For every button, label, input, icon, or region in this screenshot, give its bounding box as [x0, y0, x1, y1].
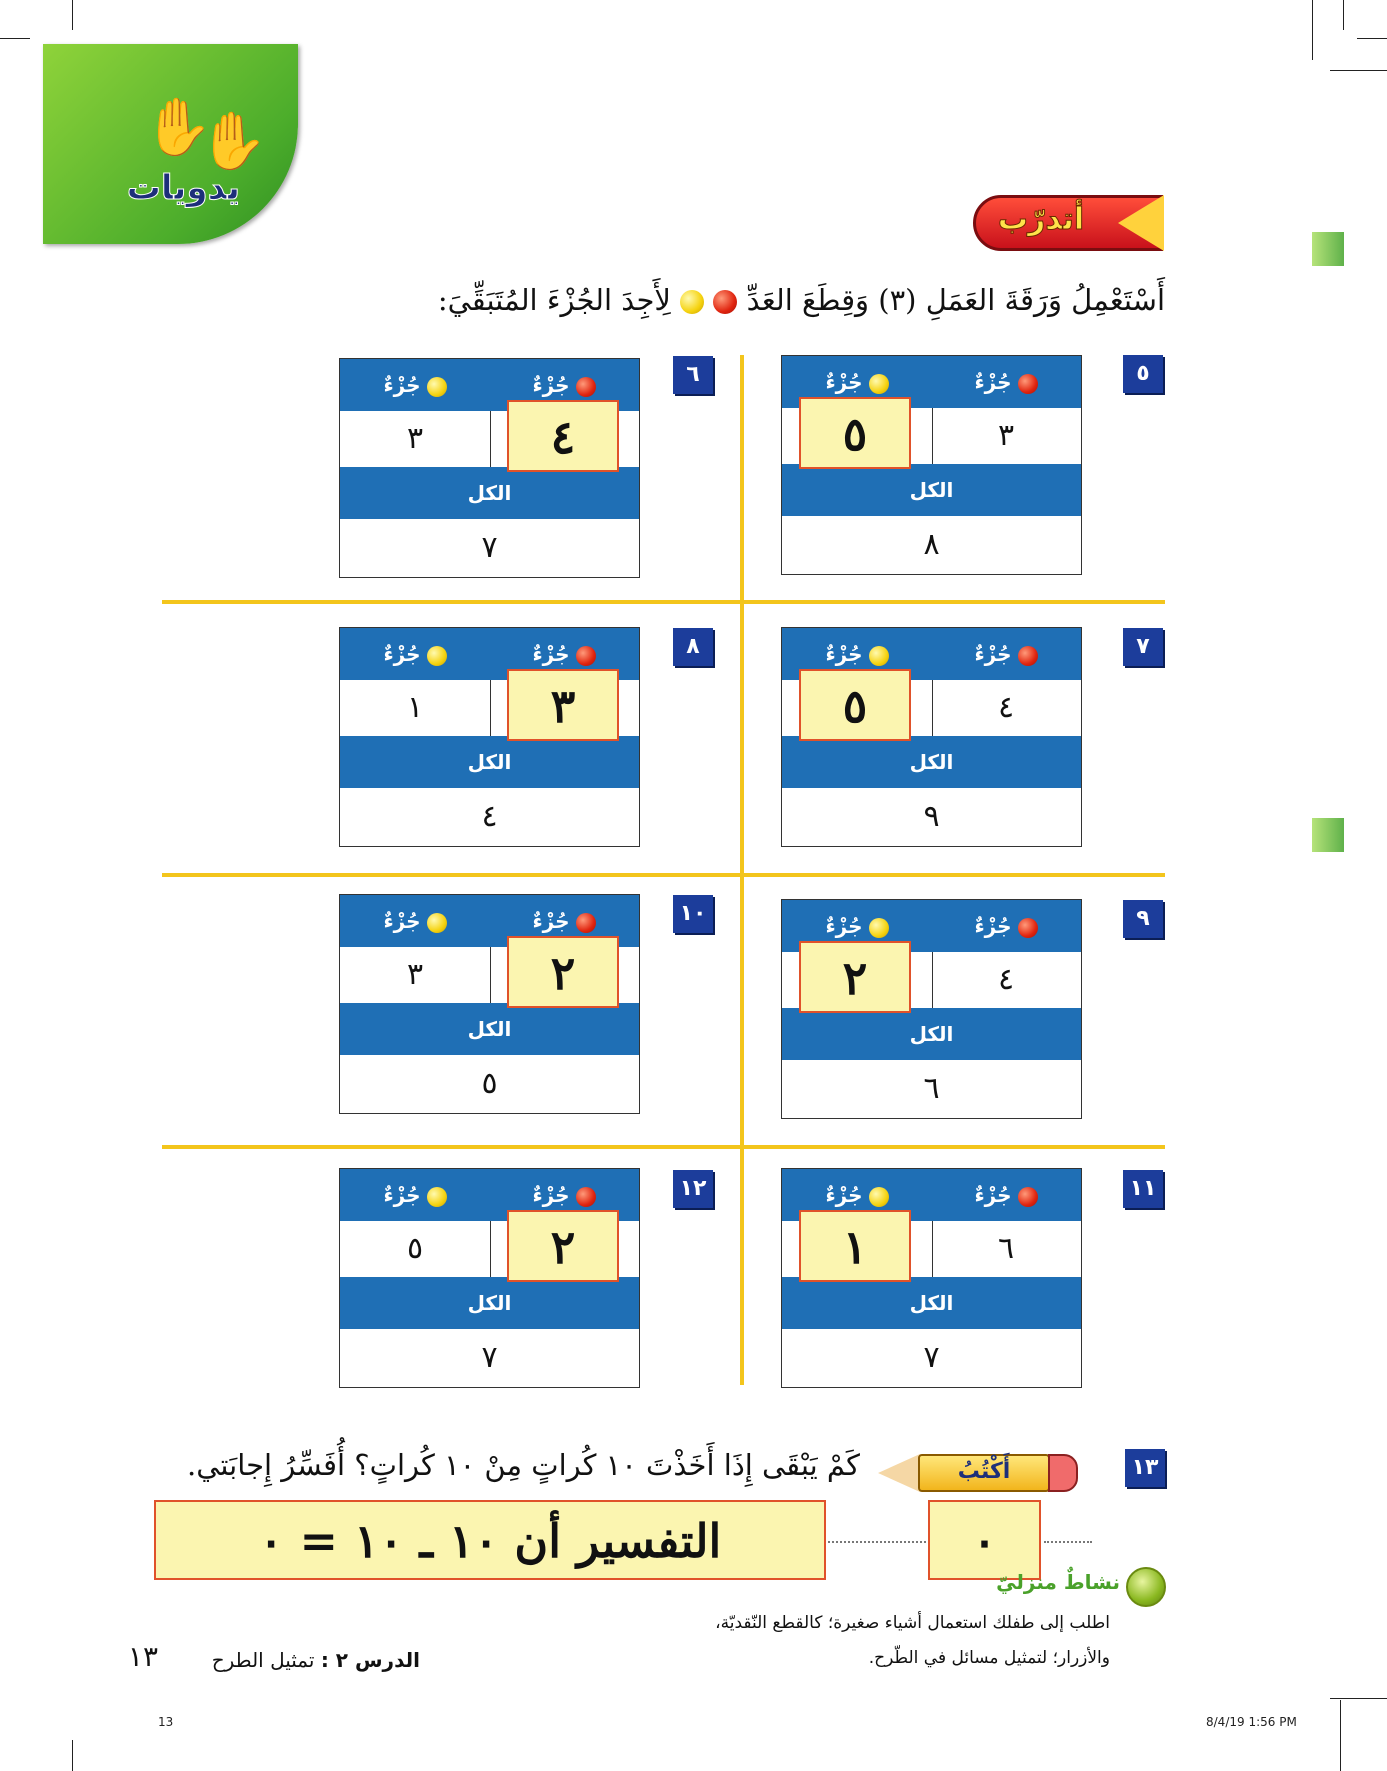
explanation-text: التفسير أن ١٠ ـ ١٠ = ٠ — [258, 1514, 722, 1568]
problem-number: ٦ — [673, 356, 713, 394]
red-counter-icon — [1018, 374, 1038, 394]
red-part-header — [931, 356, 1081, 408]
problem-card — [781, 899, 1082, 1119]
red-counter-icon — [713, 290, 737, 314]
problem-card — [339, 358, 640, 578]
given-value: ٤ — [997, 962, 1015, 997]
whole-value: ٨ — [923, 527, 940, 562]
answer-box[interactable]: ٢ — [507, 936, 619, 1008]
part-label: جُزْءٌ — [974, 1183, 1012, 1207]
whole-value: ٦ — [923, 1071, 940, 1106]
crop-mark — [1343, 0, 1344, 30]
problem-number: ٧ — [1123, 628, 1163, 666]
yellow-part-header — [340, 628, 491, 680]
answer-box[interactable]: ٢ — [799, 941, 911, 1013]
problem-number: ٨ — [673, 628, 713, 666]
red-part-header — [931, 1169, 1081, 1221]
side-mark — [1312, 232, 1344, 266]
lesson-number: الدرس ٢ : — [320, 1648, 420, 1672]
red-counter-icon — [1018, 646, 1038, 666]
whole-value: ٤ — [481, 799, 498, 834]
whole-header: الكل — [340, 1277, 639, 1329]
whole-value: ٧ — [481, 1340, 498, 1375]
whole-header: الكل — [340, 467, 639, 519]
instruction-text: أَسْتَعْمِلُ وَرَقَةَ العَمَلِ (٣) وَقِطَعَ العَدِّ — [746, 283, 1165, 317]
crop-mark — [1340, 1700, 1341, 1771]
red-counter-icon — [576, 913, 596, 933]
whole-header: الكل — [782, 464, 1081, 516]
yellow-counter-icon — [869, 646, 889, 666]
part-label: جُزْءٌ — [532, 373, 570, 397]
answer-line — [828, 1541, 926, 1543]
answer-box[interactable]: ٣ — [507, 669, 619, 741]
home-activity-title: نشاطٌ منزليّ — [996, 1570, 1120, 1594]
crop-mark — [1312, 0, 1313, 60]
yellow-counter-icon — [427, 377, 447, 397]
yellow-counter-icon — [869, 374, 889, 394]
whole-value: ٥ — [481, 1066, 498, 1101]
crop-mark — [72, 1740, 73, 1771]
instruction-text-end: لِأَجِدَ الجُزْءَ المُتَبَقِّيَ: — [437, 283, 671, 317]
instruction — [420, 283, 1165, 317]
problem-number: ٥ — [1123, 355, 1163, 393]
yellow-part-cell — [340, 1221, 491, 1277]
part-label: جُزْءٌ — [383, 1183, 421, 1207]
red-counter-icon — [1018, 1187, 1038, 1207]
given-value: ١ — [406, 690, 424, 725]
hand-icon: ✋ — [198, 109, 268, 174]
part-label: جُزْءٌ — [532, 909, 570, 933]
given-value: ٣ — [406, 421, 424, 456]
given-value: ٣ — [997, 418, 1015, 453]
problem-number: ١٢ — [673, 1170, 713, 1208]
answer-box[interactable] — [928, 1500, 1041, 1580]
problem-number: ١٠ — [673, 895, 713, 933]
whole-header: الكل — [340, 1003, 639, 1055]
whole-value: ٧ — [481, 530, 498, 565]
divider — [162, 873, 1165, 877]
yellow-part-header — [340, 895, 491, 947]
print-date: 8/4/19 1:56 PM — [1206, 1715, 1297, 1729]
yellow-counter-icon — [427, 913, 447, 933]
part-label: جُزْءٌ — [974, 370, 1012, 394]
question-text: كَمْ يَبْقَى إِذَا أَخَذْتَ ١٠ كُراتٍ مِنْ ١٠ كُراتٍ؟ أُفَسِّرُ إِجابَتي. — [187, 1448, 860, 1482]
part-label: جُزْءٌ — [383, 642, 421, 666]
pencil-eraser — [1048, 1454, 1078, 1492]
practice-banner — [973, 195, 1163, 251]
part-label: جُزْءٌ — [383, 909, 421, 933]
part-label: جُزْءٌ — [825, 642, 863, 666]
part-label: جُزْءٌ — [825, 914, 863, 938]
answer-box[interactable]: ٤ — [507, 400, 619, 472]
yellow-part-cell — [340, 680, 491, 736]
pencil-icon — [878, 1450, 1078, 1496]
crop-mark — [1330, 70, 1387, 71]
crop-mark — [1357, 38, 1387, 39]
part-label: جُزْءٌ — [532, 1183, 570, 1207]
yellow-part-header — [340, 1169, 491, 1221]
whole-value: ٧ — [923, 1340, 940, 1375]
lesson-title — [180, 1648, 420, 1672]
home-activity-text: والأزرار؛ لتمثيل مسائل في الطّرح. — [868, 1648, 1110, 1668]
yellow-counter-icon — [680, 290, 704, 314]
manipulatives-label: يدويات — [126, 168, 240, 208]
part-label: جُزْءٌ — [532, 642, 570, 666]
crop-mark — [72, 0, 73, 30]
problem-number: ١١ — [1123, 1170, 1163, 1208]
divider — [162, 600, 1165, 604]
problem-card — [781, 1168, 1082, 1388]
answer-box[interactable]: ١ — [799, 1210, 911, 1282]
whole-header: الكل — [782, 736, 1081, 788]
pencil-tip — [878, 1454, 920, 1492]
part-label: جُزْءٌ — [383, 373, 421, 397]
page-number: ١٣ — [127, 1640, 158, 1673]
red-part-cell — [931, 1221, 1081, 1277]
write-label: أَكْتُبُ — [957, 1459, 1011, 1484]
given-value: ٥ — [406, 1231, 424, 1266]
whole-value: ٩ — [923, 799, 940, 834]
given-value: ٤ — [997, 690, 1015, 725]
print-page-number: 13 — [158, 1715, 174, 1729]
practice-label: أتدرّب — [997, 202, 1085, 237]
yellow-counter-icon — [869, 1187, 889, 1207]
part-label: جُزْءٌ — [825, 1183, 863, 1207]
answer-box[interactable]: ٢ — [507, 1210, 619, 1282]
problem-card — [339, 1168, 640, 1388]
problem-card — [339, 627, 640, 847]
red-part-header — [931, 900, 1081, 952]
answer-line — [1044, 1541, 1092, 1543]
yellow-counter-icon — [869, 918, 889, 938]
whole-header: الكل — [782, 1008, 1081, 1060]
given-value: ٦ — [997, 1231, 1015, 1266]
whole-header: الكل — [340, 736, 639, 788]
red-counter-icon — [576, 1187, 596, 1207]
divider — [162, 1145, 1165, 1149]
yellow-part-cell — [340, 947, 491, 1003]
explanation-box[interactable] — [154, 1500, 826, 1580]
question-number: ١٣ — [1125, 1449, 1165, 1487]
divider — [740, 355, 744, 1385]
part-label: جُزْءٌ — [974, 914, 1012, 938]
problem-card — [781, 627, 1082, 847]
given-value: ٣ — [406, 957, 424, 992]
hand-icon: ✋ — [143, 95, 213, 160]
red-part-cell — [931, 680, 1081, 736]
home-activity-text: اطلب إلى طفلك استعمال أشياء صغيرة؛ كالقطع النّقديّة، — [715, 1613, 1110, 1633]
red-part-header — [931, 628, 1081, 680]
yellow-counter-icon — [427, 1187, 447, 1207]
lesson-name: تمثيل الطرح — [211, 1648, 315, 1672]
yellow-part-header — [340, 359, 491, 411]
red-part-cell — [931, 952, 1081, 1008]
problem-number: ٩ — [1123, 900, 1163, 938]
home-activity-icon — [1126, 1567, 1166, 1607]
crop-mark — [1330, 1698, 1387, 1699]
red-counter-icon — [576, 646, 596, 666]
answer-box[interactable]: ٥ — [799, 397, 911, 469]
manipulatives-tab — [43, 44, 298, 244]
red-counter-icon — [576, 377, 596, 397]
red-part-cell — [931, 408, 1081, 464]
crop-mark — [0, 38, 30, 39]
whole-header: الكل — [782, 1277, 1081, 1329]
side-mark — [1312, 818, 1344, 852]
answer-value: ٠ — [972, 1514, 997, 1568]
problem-card — [339, 894, 640, 1114]
part-label: جُزْءٌ — [825, 370, 863, 394]
arrow-icon — [1118, 195, 1164, 251]
yellow-part-cell — [340, 411, 491, 467]
problem-card — [781, 355, 1082, 575]
red-counter-icon — [1018, 918, 1038, 938]
answer-box[interactable]: ٥ — [799, 669, 911, 741]
part-label: جُزْءٌ — [974, 642, 1012, 666]
yellow-counter-icon — [427, 646, 447, 666]
